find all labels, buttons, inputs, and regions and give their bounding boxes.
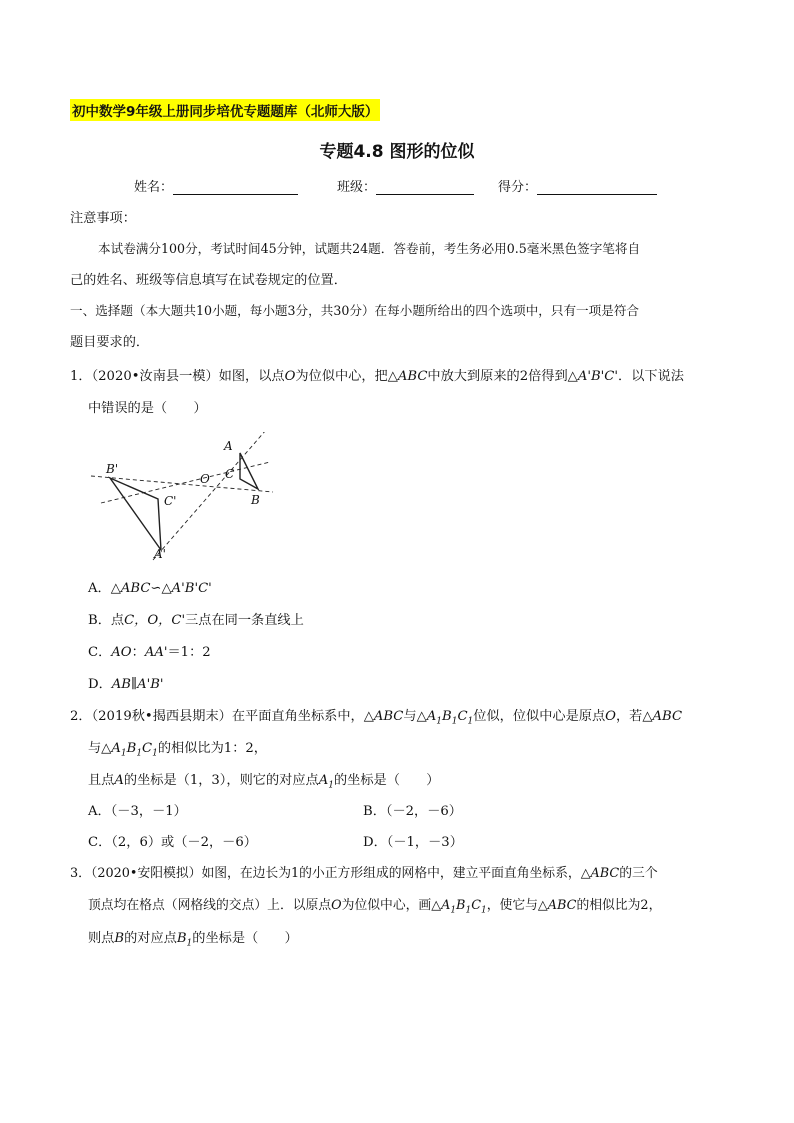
q1-option-d-math: AB∥A'B': [111, 677, 164, 692]
q1-option-c-mid: ：: [131, 645, 145, 660]
class-field: [337, 176, 474, 195]
q1-option-a-sym: ∽△: [150, 581, 172, 596]
q3-text-2a: 顶点均在格点（网格线的交点）上．以原点: [88, 898, 332, 913]
q3-math-abc: ABC: [590, 866, 620, 881]
q3-text-2d: 的相似比为2，: [576, 898, 662, 913]
q1-text-1: 为位似中心，把△: [295, 369, 398, 384]
q1-option-a-math2: A'B'C': [171, 581, 212, 596]
q3-math-b: B: [114, 931, 125, 946]
q2-number: 2．: [70, 709, 92, 724]
q2-math-a1b1c1-2: $A_1B_1C_1$: [111, 741, 158, 759]
notes-line1: 本试卷满分100分，考试时间45分钟，试题共24题．答卷前，考生务必用0.5毫米黑色签字笔将自: [98, 241, 641, 256]
section-line2: 题目要求的．: [70, 335, 150, 350]
name-label: 姓名：: [134, 180, 174, 195]
q1-option-c-pre: C．: [88, 645, 112, 660]
q2-math-abc-2: ABC: [652, 709, 683, 724]
q1-label-c: C: [225, 467, 235, 481]
q3-text-3b: 的对应点: [124, 931, 177, 946]
q2-text-1d: ，若△: [615, 709, 653, 724]
q3-line2: [88, 900, 661, 916]
q3-math-o: O: [331, 898, 342, 913]
q1-triangle-large: [110, 478, 161, 550]
q1-option-a[interactable]: [88, 582, 212, 595]
q1-source: （2020•汝南县一模）如图，以点: [91, 369, 285, 384]
q1-figure: [88, 432, 288, 572]
q3-text-2c: ，使它与△: [486, 898, 548, 913]
q1-option-b-math: C，O，C': [124, 613, 186, 628]
q2-text-2a: 与△: [88, 741, 112, 756]
q1-label-o: O: [200, 472, 210, 486]
q2-math-o: O: [605, 709, 616, 724]
q1-math-apbpcp: A'B'C': [577, 369, 619, 384]
score-label: 得分：: [498, 180, 538, 195]
q1-label-ap: A': [154, 547, 166, 561]
q1-option-a-pre: A．△: [88, 581, 121, 596]
class-label: 班级：: [337, 180, 377, 195]
q2-text-1a: （2019秋•揭西县期末）在平面直角坐标系中，△: [91, 709, 374, 724]
q2-line3: [88, 774, 439, 791]
q2-line1: [70, 710, 682, 727]
q1-number: 1．: [70, 369, 92, 384]
name-field: [134, 176, 298, 195]
q2-text-3c: 的坐标是（ ）: [333, 773, 440, 788]
q1-option-b-post: 三点在同一条直线上: [185, 613, 304, 628]
q1-option-d-pre: D．: [88, 677, 112, 692]
q1-label-a: A: [224, 439, 233, 453]
q2-math-abc: ABC: [373, 709, 404, 724]
q3-math-a1b1c1: $A_1B_1C_1$: [441, 898, 487, 916]
q1-math-o: O: [284, 369, 296, 384]
q2-math-a1: $A_1$: [318, 773, 334, 791]
q1-option-c-math1: AO: [111, 645, 132, 660]
q2-math-a: A: [114, 773, 124, 788]
q1-option-d[interactable]: [88, 678, 164, 691]
q2-text-1c: 位似，位似中心是原点: [473, 709, 606, 724]
score-blank[interactable]: [537, 180, 657, 195]
header-tag: 初中数学9年级上册同步培优专题题库（北师大版）: [70, 99, 380, 121]
q1-label-b: B: [251, 493, 260, 507]
q2-math-a1b1c1: $A_1B_1C_1$: [426, 709, 474, 727]
q2-text-3a: 且点: [88, 773, 115, 788]
section-line1: 一、选择题（本大题共10小题，每小题3分，共30分）在每小题所给出的四个选项中，只有一项是符合: [70, 303, 640, 318]
q3-number: 3．: [70, 866, 91, 881]
q2-option-b[interactable]: B．（－2，－6）: [363, 804, 462, 819]
q1-option-b[interactable]: [88, 614, 304, 627]
q3-text-3a: 则点: [88, 931, 115, 946]
page-title: 专题4.8 图形的位似: [319, 142, 475, 162]
q1-line2: 中错误的是（ ）: [88, 401, 207, 416]
q1-text-3: ．以下说法: [618, 369, 684, 384]
q2-text-2b: 的相似比为1：2，: [157, 741, 267, 756]
q1-math-abc: ABC: [397, 369, 428, 384]
q2-text-3b: 的坐标是（1，3），则它的对应点: [123, 773, 319, 788]
q1-text-2: 中放大到原来的2倍得到△: [427, 369, 578, 384]
notes-heading: 注意事项：: [70, 211, 136, 226]
name-blank[interactable]: [173, 180, 298, 195]
q3-math-b1: $B_1$: [176, 931, 193, 949]
q3-math-abc-2: ABC: [547, 898, 577, 913]
q1-triangle-small: [240, 453, 258, 489]
q3-text-2b: 为位似中心，画△: [341, 898, 442, 913]
q1-option-a-math: ABC: [120, 581, 151, 596]
q3-line3: [88, 932, 298, 949]
q2-option-d[interactable]: D．（－1，－3）: [363, 835, 463, 850]
q3-line1: [70, 868, 658, 881]
score-field: [498, 176, 657, 195]
q1-line-cc: [101, 462, 270, 503]
q2-option-c[interactable]: C．（2，6）或（－2，－6）: [88, 835, 257, 850]
q2-text-1b: 与△: [403, 709, 427, 724]
q1-option-c-post: ＝1：2: [167, 645, 211, 660]
q3-text-1a: （2020•安阳模拟）如图，在边长为1的小正方形组成的网格中，建立平面直角坐标系，△: [90, 866, 591, 881]
q3-text-1b: 的三个: [619, 866, 658, 881]
q2-line2: [88, 742, 267, 759]
q1-label-bp: B': [106, 462, 119, 476]
q1-line1: [70, 370, 684, 383]
q2-option-a[interactable]: A．（－3，－1）: [88, 804, 187, 819]
q1-option-c-math2: AA': [144, 645, 168, 660]
class-blank[interactable]: [376, 180, 474, 195]
notes-line2: 己的姓名、班级等信息填写在试卷规定的位置．: [70, 273, 347, 288]
q1-option-c[interactable]: [88, 646, 211, 659]
q1-option-b-pre: B．点: [88, 613, 125, 628]
q3-text-3c: 的坐标是（ ）: [192, 931, 298, 946]
q1-label-cp: C': [164, 494, 177, 508]
